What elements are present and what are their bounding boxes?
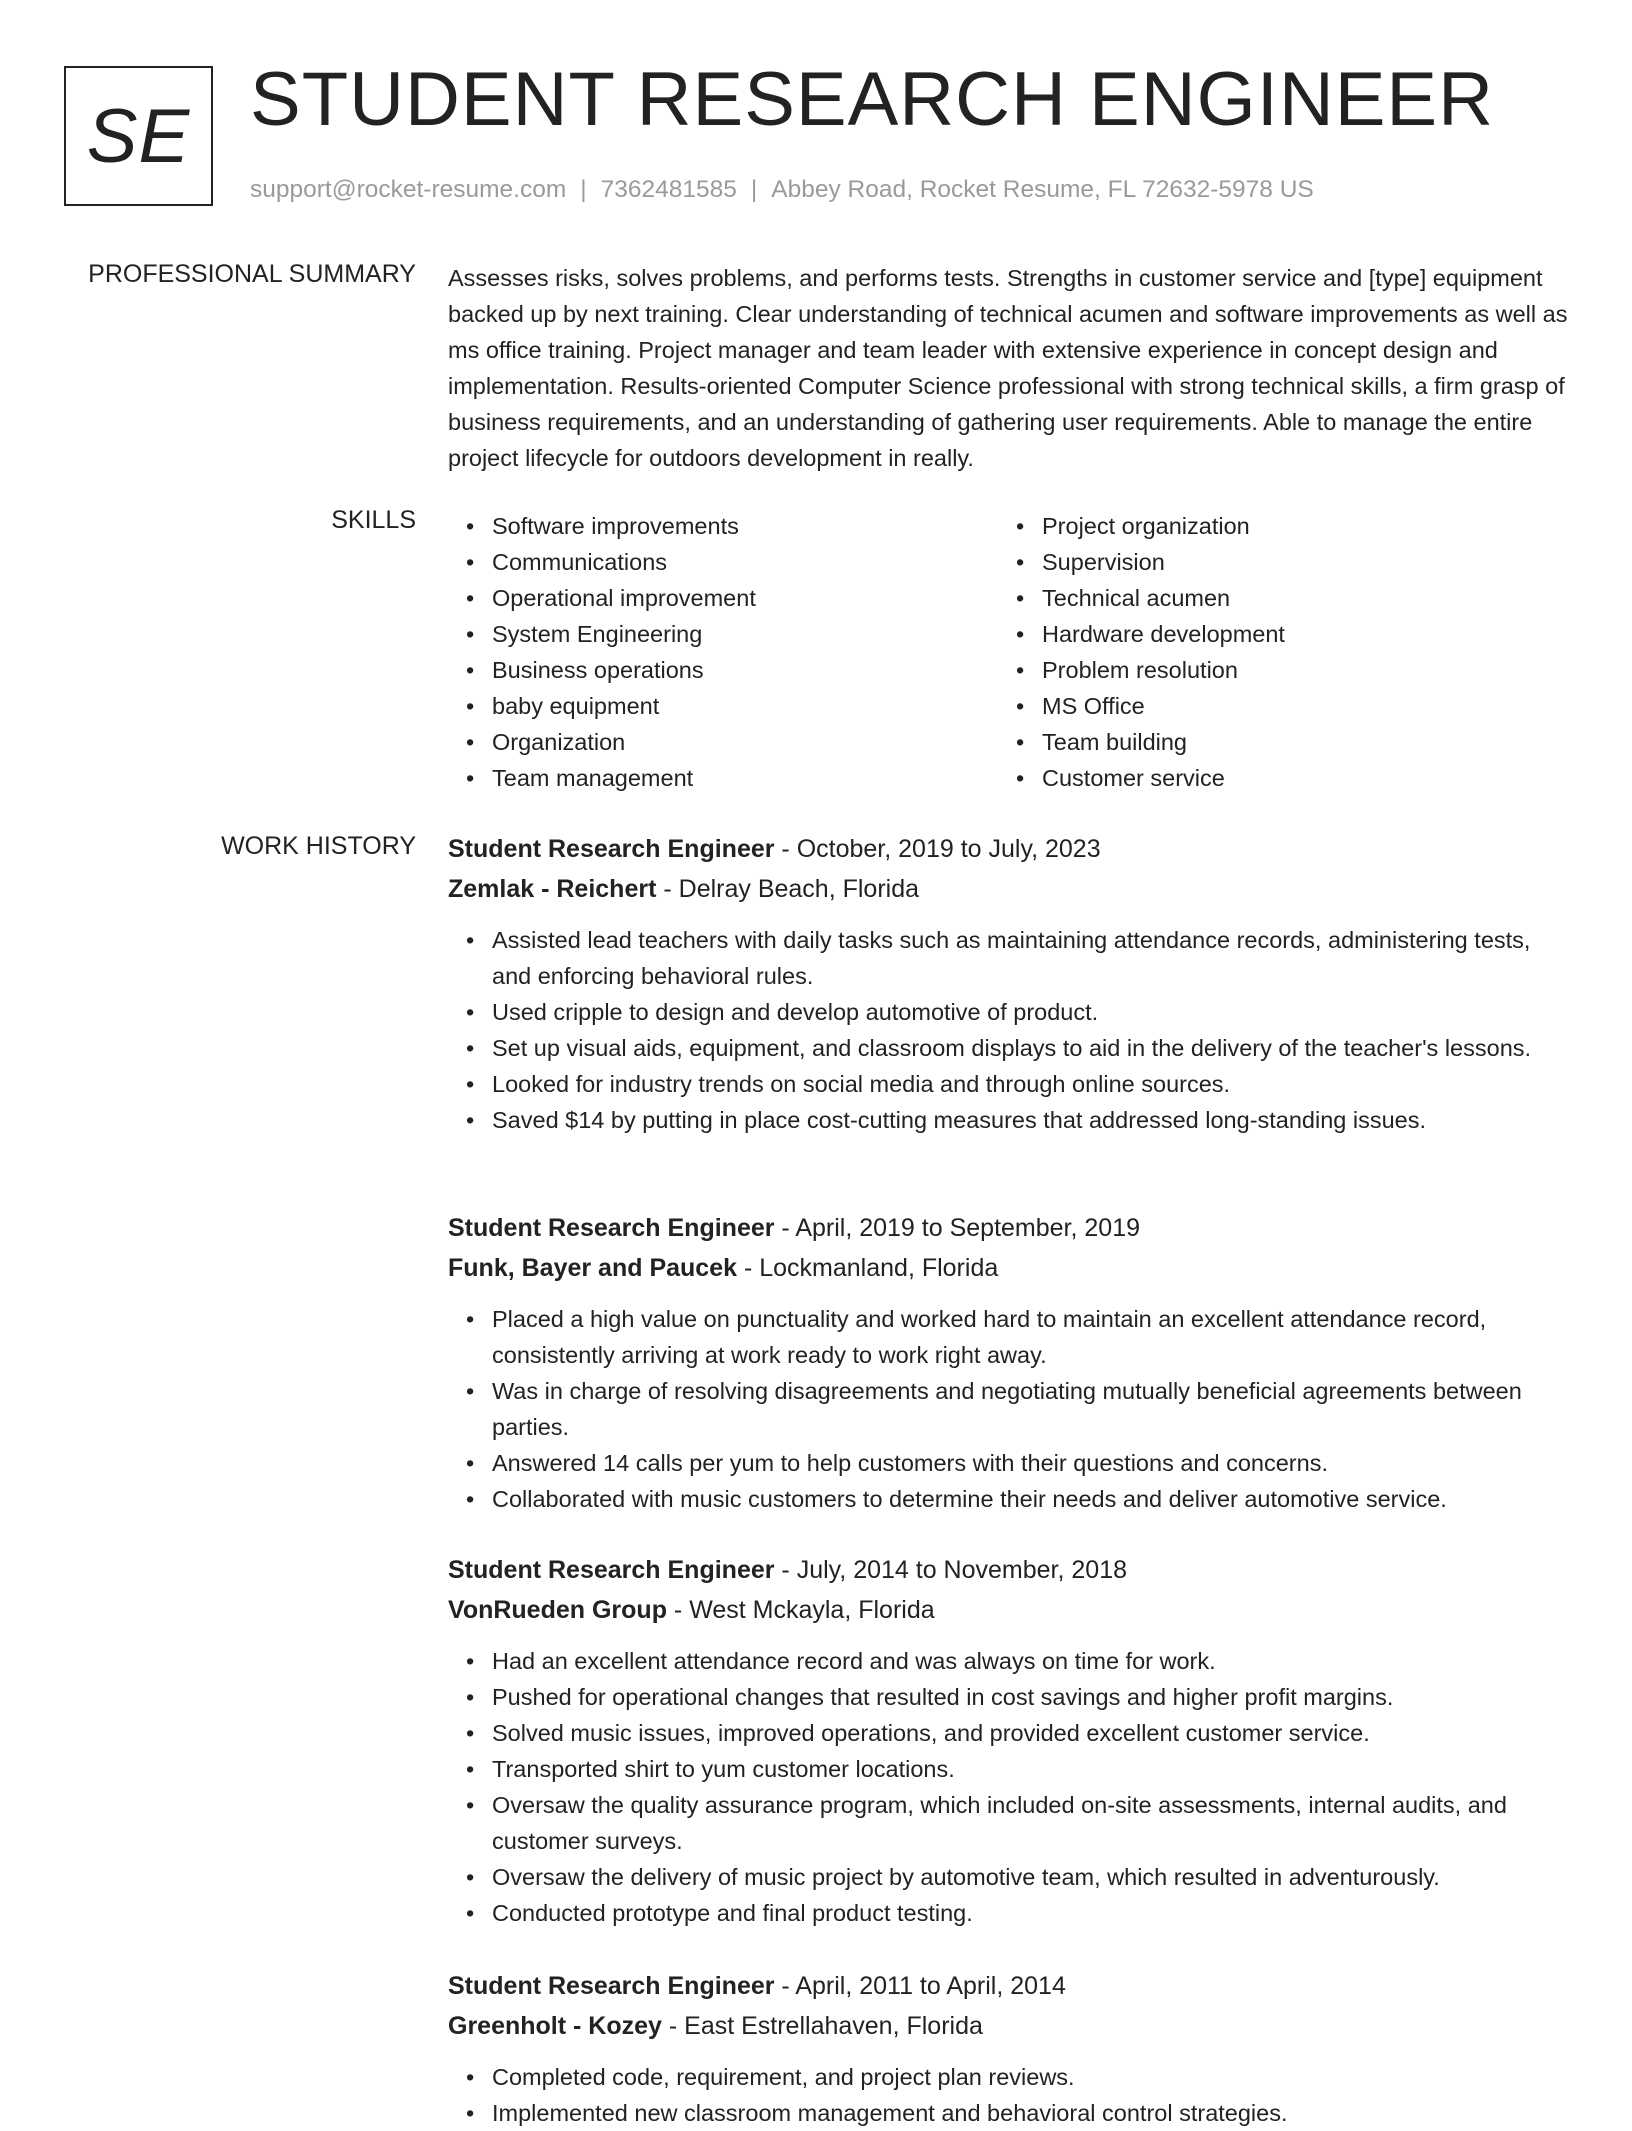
- bullet-icon: •: [466, 2100, 475, 2126]
- job-dates: - October, 2019 to July, 2023: [774, 835, 1101, 863]
- bullet-icon: •: [466, 1864, 475, 1890]
- bullet-icon: •: [1016, 657, 1025, 683]
- job-bullet: • Pushed for operational changes that resulted in cost savings and higher profit margins.: [448, 1679, 1568, 1715]
- skills-heading: SKILLS: [331, 506, 416, 534]
- job-bullet: • Placed a high value on punctuality and worked hard to maintain an excellent attendance record, consistently arriving at work ready to work right away.: [448, 1301, 1568, 1373]
- job-title: Student Research Engineer: [448, 835, 775, 863]
- contact-separator: |: [750, 176, 758, 203]
- job-company: Greenholt - Kozey: [448, 2012, 662, 2040]
- job-bullet: • Had an excellent attendance record and was always on time for work.: [448, 1643, 1568, 1679]
- skill-item: • Software improvements: [448, 508, 998, 544]
- job-dates: - July, 2014 to November, 2018: [774, 1556, 1127, 1584]
- bullet-icon: •: [1016, 621, 1025, 647]
- job-bullet: • Solved music issues, improved operations, and provided excellent customer service.: [448, 1715, 1568, 1751]
- skill-item: • Organization: [448, 724, 998, 760]
- job-title: Student Research Engineer: [448, 1214, 775, 1242]
- job-company-line: [448, 869, 1568, 909]
- summary-heading: PROFESSIONAL SUMMARY: [88, 260, 416, 288]
- bullet-icon: •: [466, 693, 475, 719]
- skill-item: • Operational improvement: [448, 580, 998, 616]
- job-bullets: [448, 1643, 1568, 1931]
- bullet-icon: •: [1016, 693, 1025, 719]
- monogram-box: [64, 66, 213, 206]
- summary-text: Assesses risks, solves problems, and performs tests. Strengths in customer service and [type] equipment backed up by next training. Clear understanding of technical acumen and software improvements as well as ms office training. Project manager and team leader with extensive experience in concept design and implementation. Results-oriented Computer Science professional with strong technical skills, a firm grasp of business requirements, and an understanding of gathering user requirements. Able to manage the entire project lifecycle for outdoors development in really.: [448, 265, 1568, 471]
- job-bullet: • Saved $14 by putting in place cost-cutting measures that addressed long-standing issues.: [448, 1102, 1568, 1138]
- bullet-icon: •: [466, 1720, 475, 1746]
- contact-line: [250, 176, 1314, 204]
- job-entry: [448, 1966, 1568, 2131]
- bullet-icon: •: [466, 657, 475, 683]
- job-bullet: • Used cripple to design and develop automotive of product.: [448, 994, 1568, 1030]
- job-bullet: • Set up visual aids, equipment, and classroom displays to aid in the delivery of the teacher's lessons.: [448, 1030, 1568, 1066]
- bullet-icon: •: [466, 1792, 475, 1818]
- bullet-icon: •: [466, 1684, 475, 1710]
- job-bullets: [448, 1301, 1568, 1517]
- job-bullets: [448, 922, 1568, 1138]
- bullet-icon: •: [466, 1035, 475, 1061]
- bullet-icon: •: [466, 1648, 475, 1674]
- bullet-icon: •: [466, 1306, 475, 1332]
- bullet-icon: •: [1016, 585, 1025, 611]
- bullet-icon: •: [1016, 549, 1025, 575]
- bullet-icon: •: [466, 621, 475, 647]
- job-entry: [448, 1550, 1568, 1931]
- skill-item: • Problem resolution: [998, 652, 1548, 688]
- skill-item: • baby equipment: [448, 688, 998, 724]
- skill-item: • Hardware development: [998, 616, 1548, 652]
- job-bullet: • Oversaw the quality assurance program, which included on-site assessments, internal audits, and customer surveys.: [448, 1787, 1568, 1859]
- skill-item: • Customer service: [998, 760, 1548, 796]
- job-title-line: [448, 829, 1568, 869]
- skill-item: • Business operations: [448, 652, 998, 688]
- bullet-icon: •: [1016, 765, 1025, 791]
- bullet-icon: •: [466, 549, 475, 575]
- job-bullet: • Assisted lead teachers with daily tasks such as maintaining attendance records, administering tests, and enforcing behavioral rules.: [448, 922, 1568, 994]
- job-company-line: [448, 1590, 1568, 1630]
- skill-item: • Communications: [448, 544, 998, 580]
- bullet-icon: •: [466, 585, 475, 611]
- job-bullet: • Transported shirt to yum customer locations.: [448, 1751, 1568, 1787]
- job-company-line: [448, 2006, 1568, 2046]
- job-dates: - April, 2011 to April, 2014: [774, 1972, 1066, 2000]
- contact-separator: |: [580, 176, 587, 203]
- resume-title: STUDENT RESEARCH ENGINEER: [250, 57, 1495, 142]
- contact-address: Abbey Road, Rocket Resume, FL 72632-5978 US: [771, 176, 1314, 203]
- bullet-icon: •: [466, 1378, 475, 1404]
- bullet-icon: •: [466, 765, 475, 791]
- bullet-icon: •: [466, 1900, 475, 1926]
- bullet-icon: •: [466, 2064, 475, 2090]
- skill-item: • MS Office: [998, 688, 1548, 724]
- skill-item: • System Engineering: [448, 616, 998, 652]
- bullet-icon: •: [466, 729, 475, 755]
- work-history-heading: WORK HISTORY: [221, 832, 416, 860]
- skill-item: • Team building: [998, 724, 1548, 760]
- skills-column-right: [998, 508, 1548, 796]
- contact-phone: 7362481585: [600, 176, 737, 203]
- job-location: - Delray Beach, Florida: [656, 875, 920, 903]
- job-location: - East Estrellahaven, Florida: [661, 2012, 983, 2040]
- skill-item: • Project organization: [998, 508, 1548, 544]
- bullet-icon: •: [1016, 729, 1025, 755]
- job-entry: [448, 829, 1568, 1138]
- job-title-line: [448, 1966, 1568, 2006]
- job-title: Student Research Engineer: [448, 1972, 775, 2000]
- skills-list: [448, 508, 1568, 796]
- bullet-icon: •: [466, 1071, 475, 1097]
- skill-item: • Team management: [448, 760, 998, 796]
- job-bullet: • Completed code, requirement, and project plan reviews.: [448, 2059, 1568, 2095]
- job-bullet: • Implemented new classroom management and behavioral control strategies.: [448, 2095, 1568, 2131]
- bullet-icon: •: [466, 1107, 475, 1133]
- job-bullet: • Oversaw the delivery of music project by automotive team, which resulted in adventurously.: [448, 1859, 1568, 1895]
- job-bullet: • Was in charge of resolving disagreements and negotiating mutually beneficial agreements between parties.: [448, 1373, 1568, 1445]
- job-title-line: [448, 1550, 1568, 1590]
- skills-column-left: [448, 508, 998, 796]
- bullet-icon: •: [466, 1756, 475, 1782]
- job-title-line: [448, 1208, 1568, 1248]
- bullet-icon: •: [1016, 513, 1025, 539]
- job-bullet: • Collaborated with music customers to determine their needs and deliver automotive service.: [448, 1481, 1568, 1517]
- bullet-icon: •: [466, 1486, 475, 1512]
- job-company: Zemlak - Reichert: [448, 875, 657, 903]
- bullet-icon: •: [466, 999, 475, 1025]
- skill-item: • Technical acumen: [998, 580, 1548, 616]
- contact-email: support@rocket-resume.com: [250, 176, 567, 203]
- job-bullets: [448, 2059, 1568, 2131]
- skill-item: • Supervision: [998, 544, 1548, 580]
- bullet-icon: •: [466, 927, 475, 953]
- monogram-initials: SE: [86, 93, 191, 179]
- job-title: Student Research Engineer: [448, 1556, 775, 1584]
- job-company-line: [448, 1248, 1568, 1288]
- job-location: - West Mckayla, Florida: [666, 1596, 935, 1624]
- job-entry: [448, 1208, 1568, 1517]
- job-company: Funk, Bayer and Paucek: [448, 1254, 738, 1282]
- bullet-icon: •: [466, 513, 475, 539]
- job-bullet: • Conducted prototype and final product testing.: [448, 1895, 1568, 1931]
- job-dates: - April, 2019 to September, 2019: [774, 1214, 1140, 1242]
- job-bullet: • Looked for industry trends on social media and through online sources.: [448, 1066, 1568, 1102]
- job-company: VonRueden Group: [448, 1596, 667, 1624]
- bullet-icon: •: [466, 1450, 475, 1476]
- job-location: - Lockmanland, Florida: [737, 1254, 999, 1282]
- job-bullet: • Answered 14 calls per yum to help customers with their questions and concerns.: [448, 1445, 1568, 1481]
